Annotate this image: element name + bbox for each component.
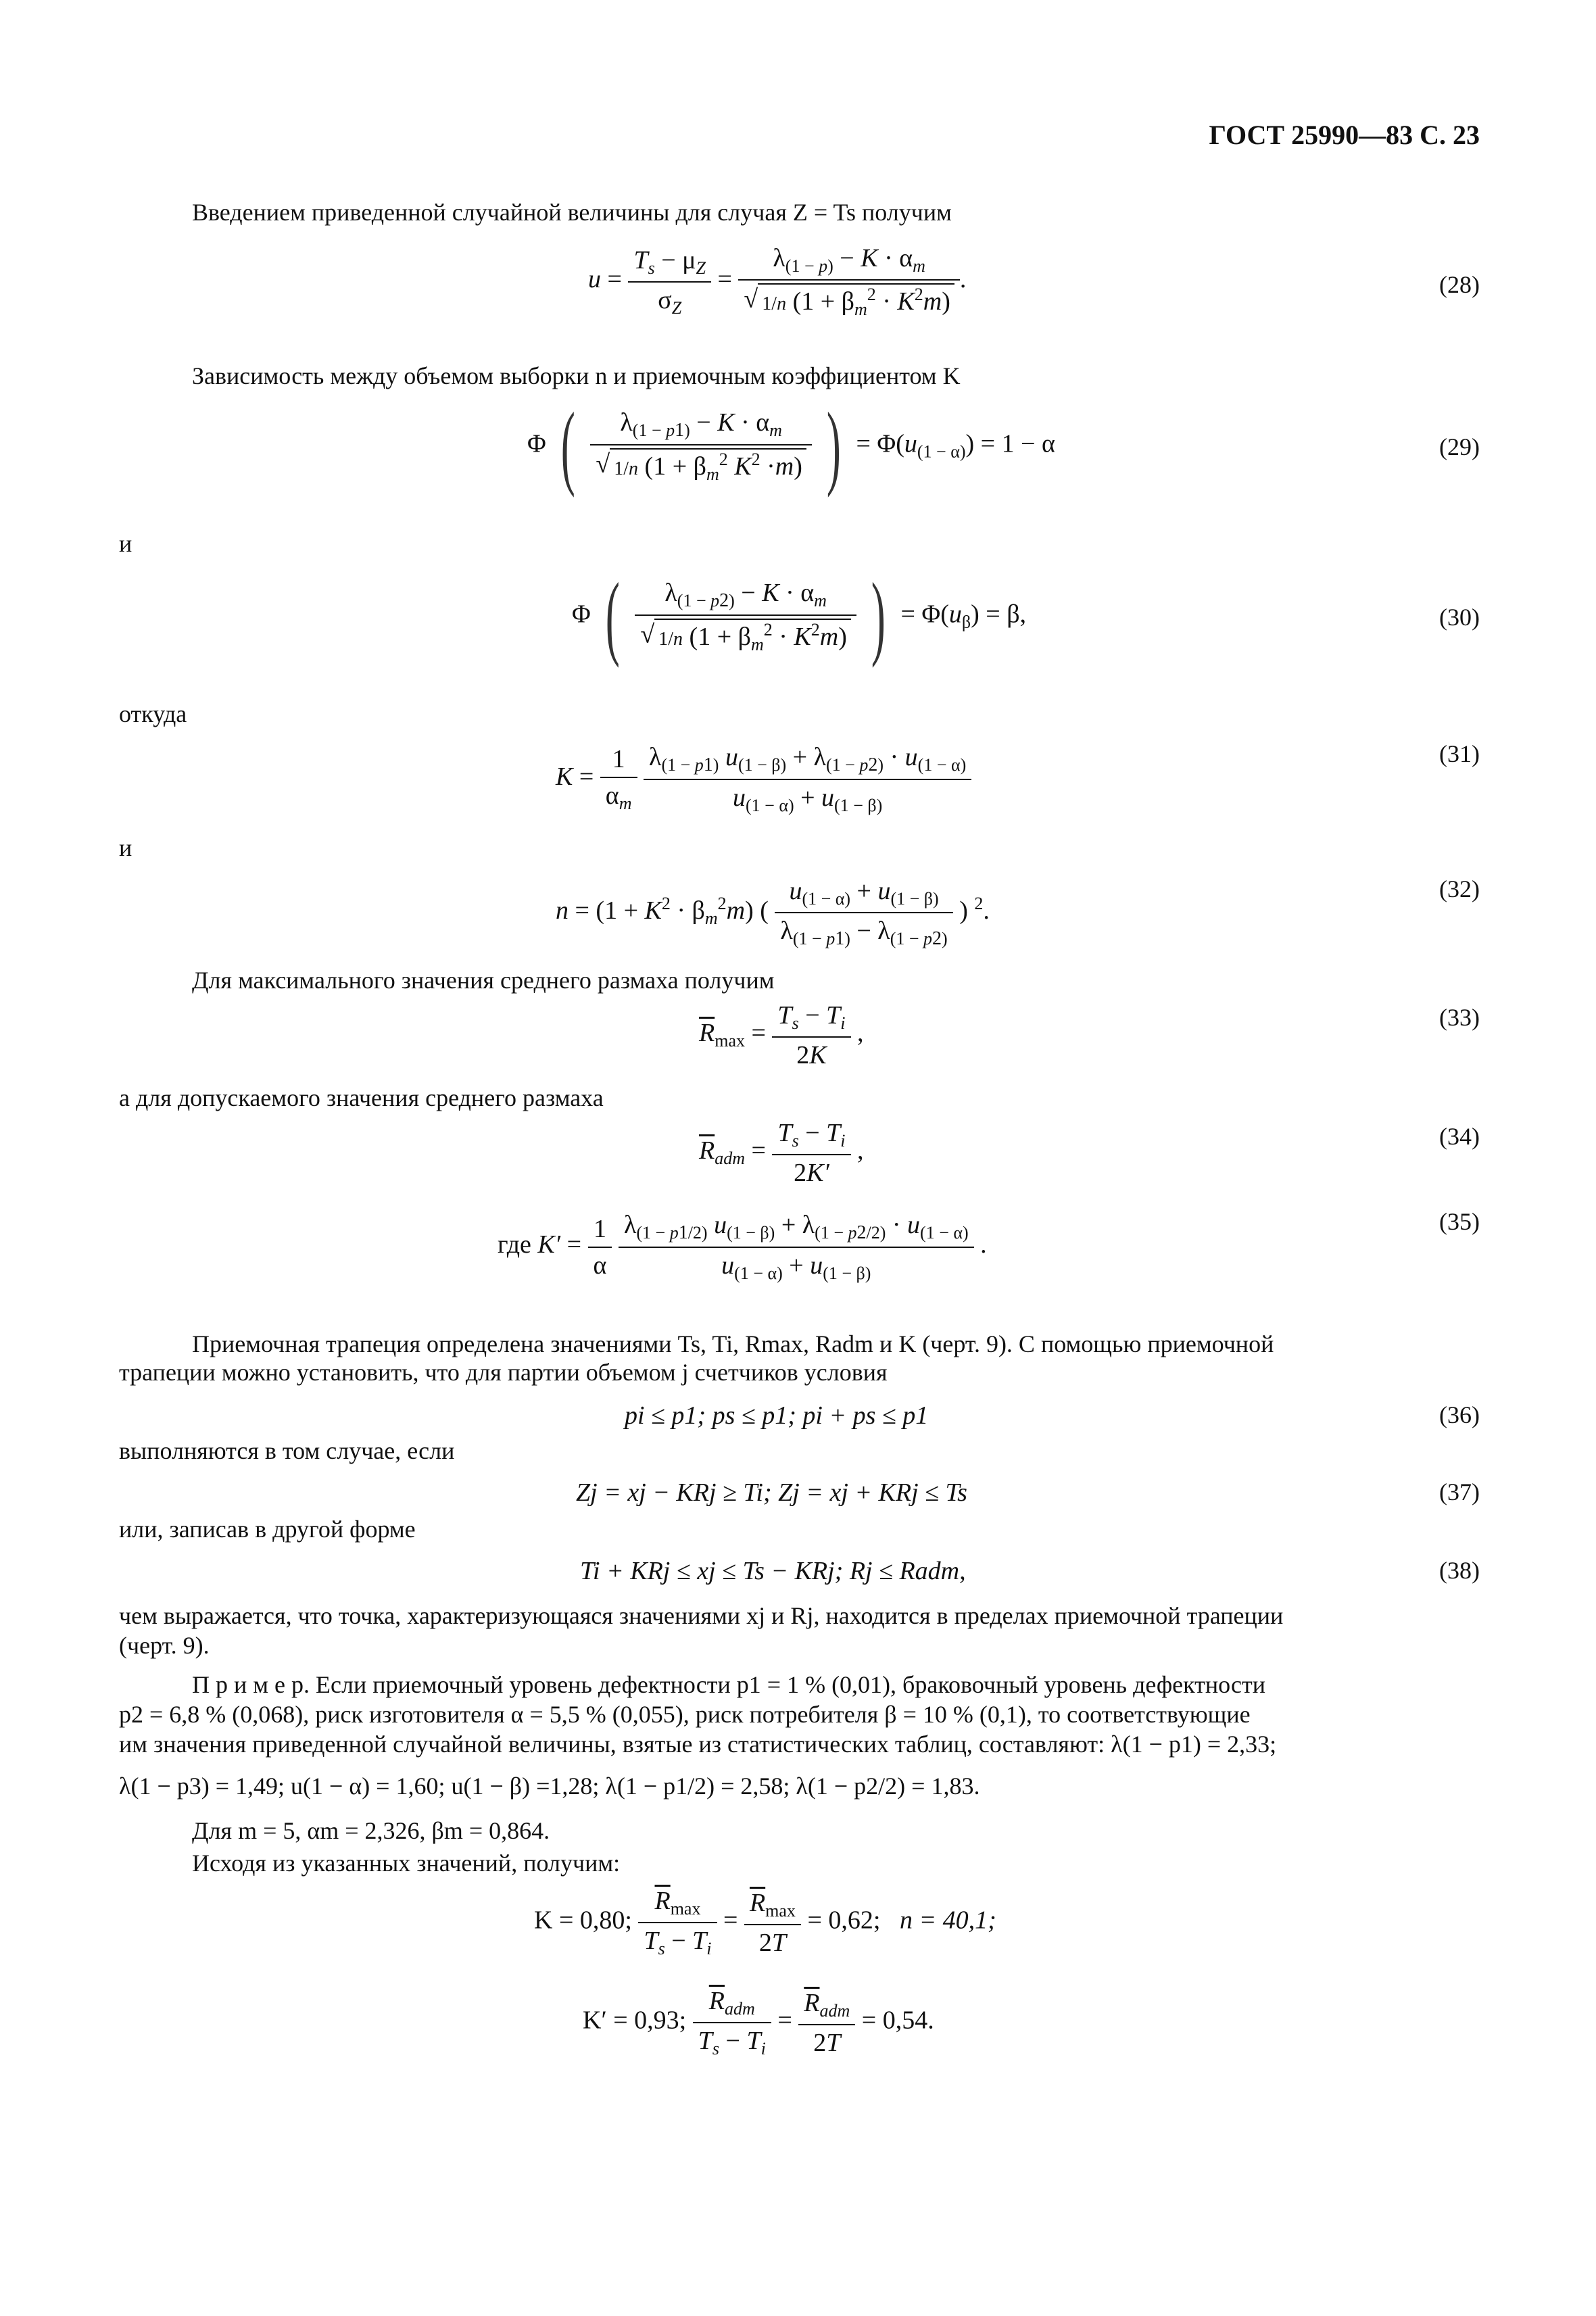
equation-38: Ti + KRj ≤ xj ≤ Ts − KRj; Rj ≤ Radm, <box>580 1557 966 1585</box>
equation-number: (30) <box>1439 604 1480 631</box>
equation-number: (32) <box>1439 875 1480 902</box>
paragraph: (черт. 9). <box>119 1632 210 1659</box>
equation-number: (31) <box>1439 740 1480 767</box>
equation-31: K = $\frac{1}{\alpha_m}$ $\frac{\lambda_{(1 - p1)} u_{(1 - \beta)} + \lambda_{(1 - p2)} \cdot u_{(1 - \alpha)}}{u_{(1 - \alpha)} + u_{(1 - \beta)}}$ <box>556 742 971 816</box>
paragraph: и <box>119 834 132 861</box>
equation-number: (36) <box>1439 1401 1480 1428</box>
result-equation-1: K = 0,80; $\frac{\overline{R}_{max}}{T_s - T_i}$ = $\frac{\overline{R}_{max}}{2T}$ = 0,62; n = 40,1; <box>534 1887 996 1958</box>
paragraph: трапеции можно установить, что для партии объемом j счетчиков условия <box>119 1359 888 1386</box>
paragraph: Введением приведенной случайной величины для случая Z = Ts получим <box>192 199 952 226</box>
equation-37: Zj = xj − KRj ≥ Ti; Zj = xj + KRj ≤ Ts <box>576 1478 967 1507</box>
paragraph: выполняются в том случае, если <box>119 1437 455 1464</box>
equation-number: (33) <box>1439 1004 1480 1031</box>
paragraph: им значения приведенной случайной величины, взятые из статистических таблиц, составляют: λ(1 − p1) = 2,33; <box>119 1731 1277 1758</box>
paragraph: Для m = 5, αm = 2,326, βm = 0,864. <box>192 1817 550 1844</box>
equation-29: Φ ( $\frac{\lambda_{(1 - p1)} - K \cdot \alpha_m}{√ 1/n (1 + \beta_m^2 K^2 \cdot m)}$ ) = $\Phi(u_{(1 - \alpha)}) = 1 - \alpha$ <box>527 393 1055 498</box>
page-header: ГОСТ 25990—83 С. 23 <box>1209 120 1480 150</box>
paragraph: а для допускаемого значения среднего размаха <box>119 1084 604 1111</box>
paragraph: П р и м е р. Если приемочный уровень дефектности p1 = 1 % (0,01), браковочный уровень дефектности <box>192 1671 1266 1698</box>
paragraph: откуда <box>119 700 187 727</box>
paragraph: Приемочная трапеция определена значениями Ts, Ti, Rmax, Radm и K (черт. 9). С помощью приемочной <box>192 1330 1274 1357</box>
paragraph: λ(1 − p3) = 1,49; u(1 − α) = 1,60; u(1 − β) =1,28; λ(1 − p1/2) = 2,58; λ(1 − p2/2) = 1,83. <box>119 1772 980 1800</box>
paragraph: p2 = 6,8 % (0,068), риск изготовителя α = 5,5 % (0,055), риск потребителя β = 10 % (0,1), то соответствующие <box>119 1701 1251 1728</box>
paragraph: Зависимость между объемом выборки n и приемочным коэффициентом K <box>192 362 961 389</box>
paragraph: чем выражается, что точка, характеризующаяся значениями xj и Rj, находится в пределах приемочной трапеции <box>119 1602 1284 1629</box>
equation-number: (38) <box>1439 1557 1480 1584</box>
equation-number: (35) <box>1439 1208 1480 1235</box>
paragraph: или, записав в другой форме <box>119 1516 416 1543</box>
equation-number: (28) <box>1439 271 1480 298</box>
equation-36: pi ≤ p1; ps ≤ p1; pi + ps ≤ p1 <box>625 1401 929 1430</box>
paragraph: Для максимального значения среднего размаха получим <box>192 967 775 994</box>
equation-number: (37) <box>1439 1478 1480 1505</box>
result-equation-2: K′ = 0,93; $\frac{\overline{R}_{adm}}{T_s - T_i}$ = $\frac{\overline{R}_{adm}}{2T}$ = 0,54. <box>583 1987 934 2058</box>
equation-32: $n = (1 + K^2 \cdot \beta_m^2m)$ ( $\frac{u_{(1 - \alpha)} + u_{(1 - \beta)}}{\lambda_{(1 - p1)} - \lambda_{(1 - p2)}}$ ) $^2$. <box>556 877 990 949</box>
equation-28: u = $\frac{T_s - \mu_Z}{\sigma_Z}$ = $\frac{\lambda_{(1 - p)} - K \cdot \alpha_m}{√ 1/n (1 + \beta_m^2 \cdot K^2m)}$ . <box>588 244 967 319</box>
paragraph: Исходя из указанных значений, получим: <box>192 1850 621 1877</box>
equation-30: Φ ( $\frac{\lambda_{(1 - p2)} - K \cdot \alpha_m}{√ 1/n (1 + \beta_m^2 \cdot K^2m)}$ ) = $\Phi(u_\beta) = \beta$, <box>572 564 1027 669</box>
equation-34: $\overline{R}_{adm}$ = $\frac{T_s - T_i}{2K'}$ , <box>699 1119 864 1187</box>
equation-number: (34) <box>1439 1123 1480 1150</box>
equation-number: (29) <box>1439 433 1480 460</box>
paragraph: и <box>119 530 132 557</box>
equation-prefix: где <box>498 1230 531 1259</box>
equation-33: $\overline{R}_{max}$ = $\frac{T_s - T_i}{2K}$ , <box>699 1001 864 1069</box>
equation-35: где K′ = $\frac{1}{\alpha}$ $\frac{\lambda_{(1 - p1/2)} u_{(1 - \beta)} + \lambda_{(1 - p2/2)} \cdot u_{(1 - \alpha)}}{u_{(1 - \alpha)} + u_{(1 - \beta)}}$ . <box>498 1211 987 1283</box>
